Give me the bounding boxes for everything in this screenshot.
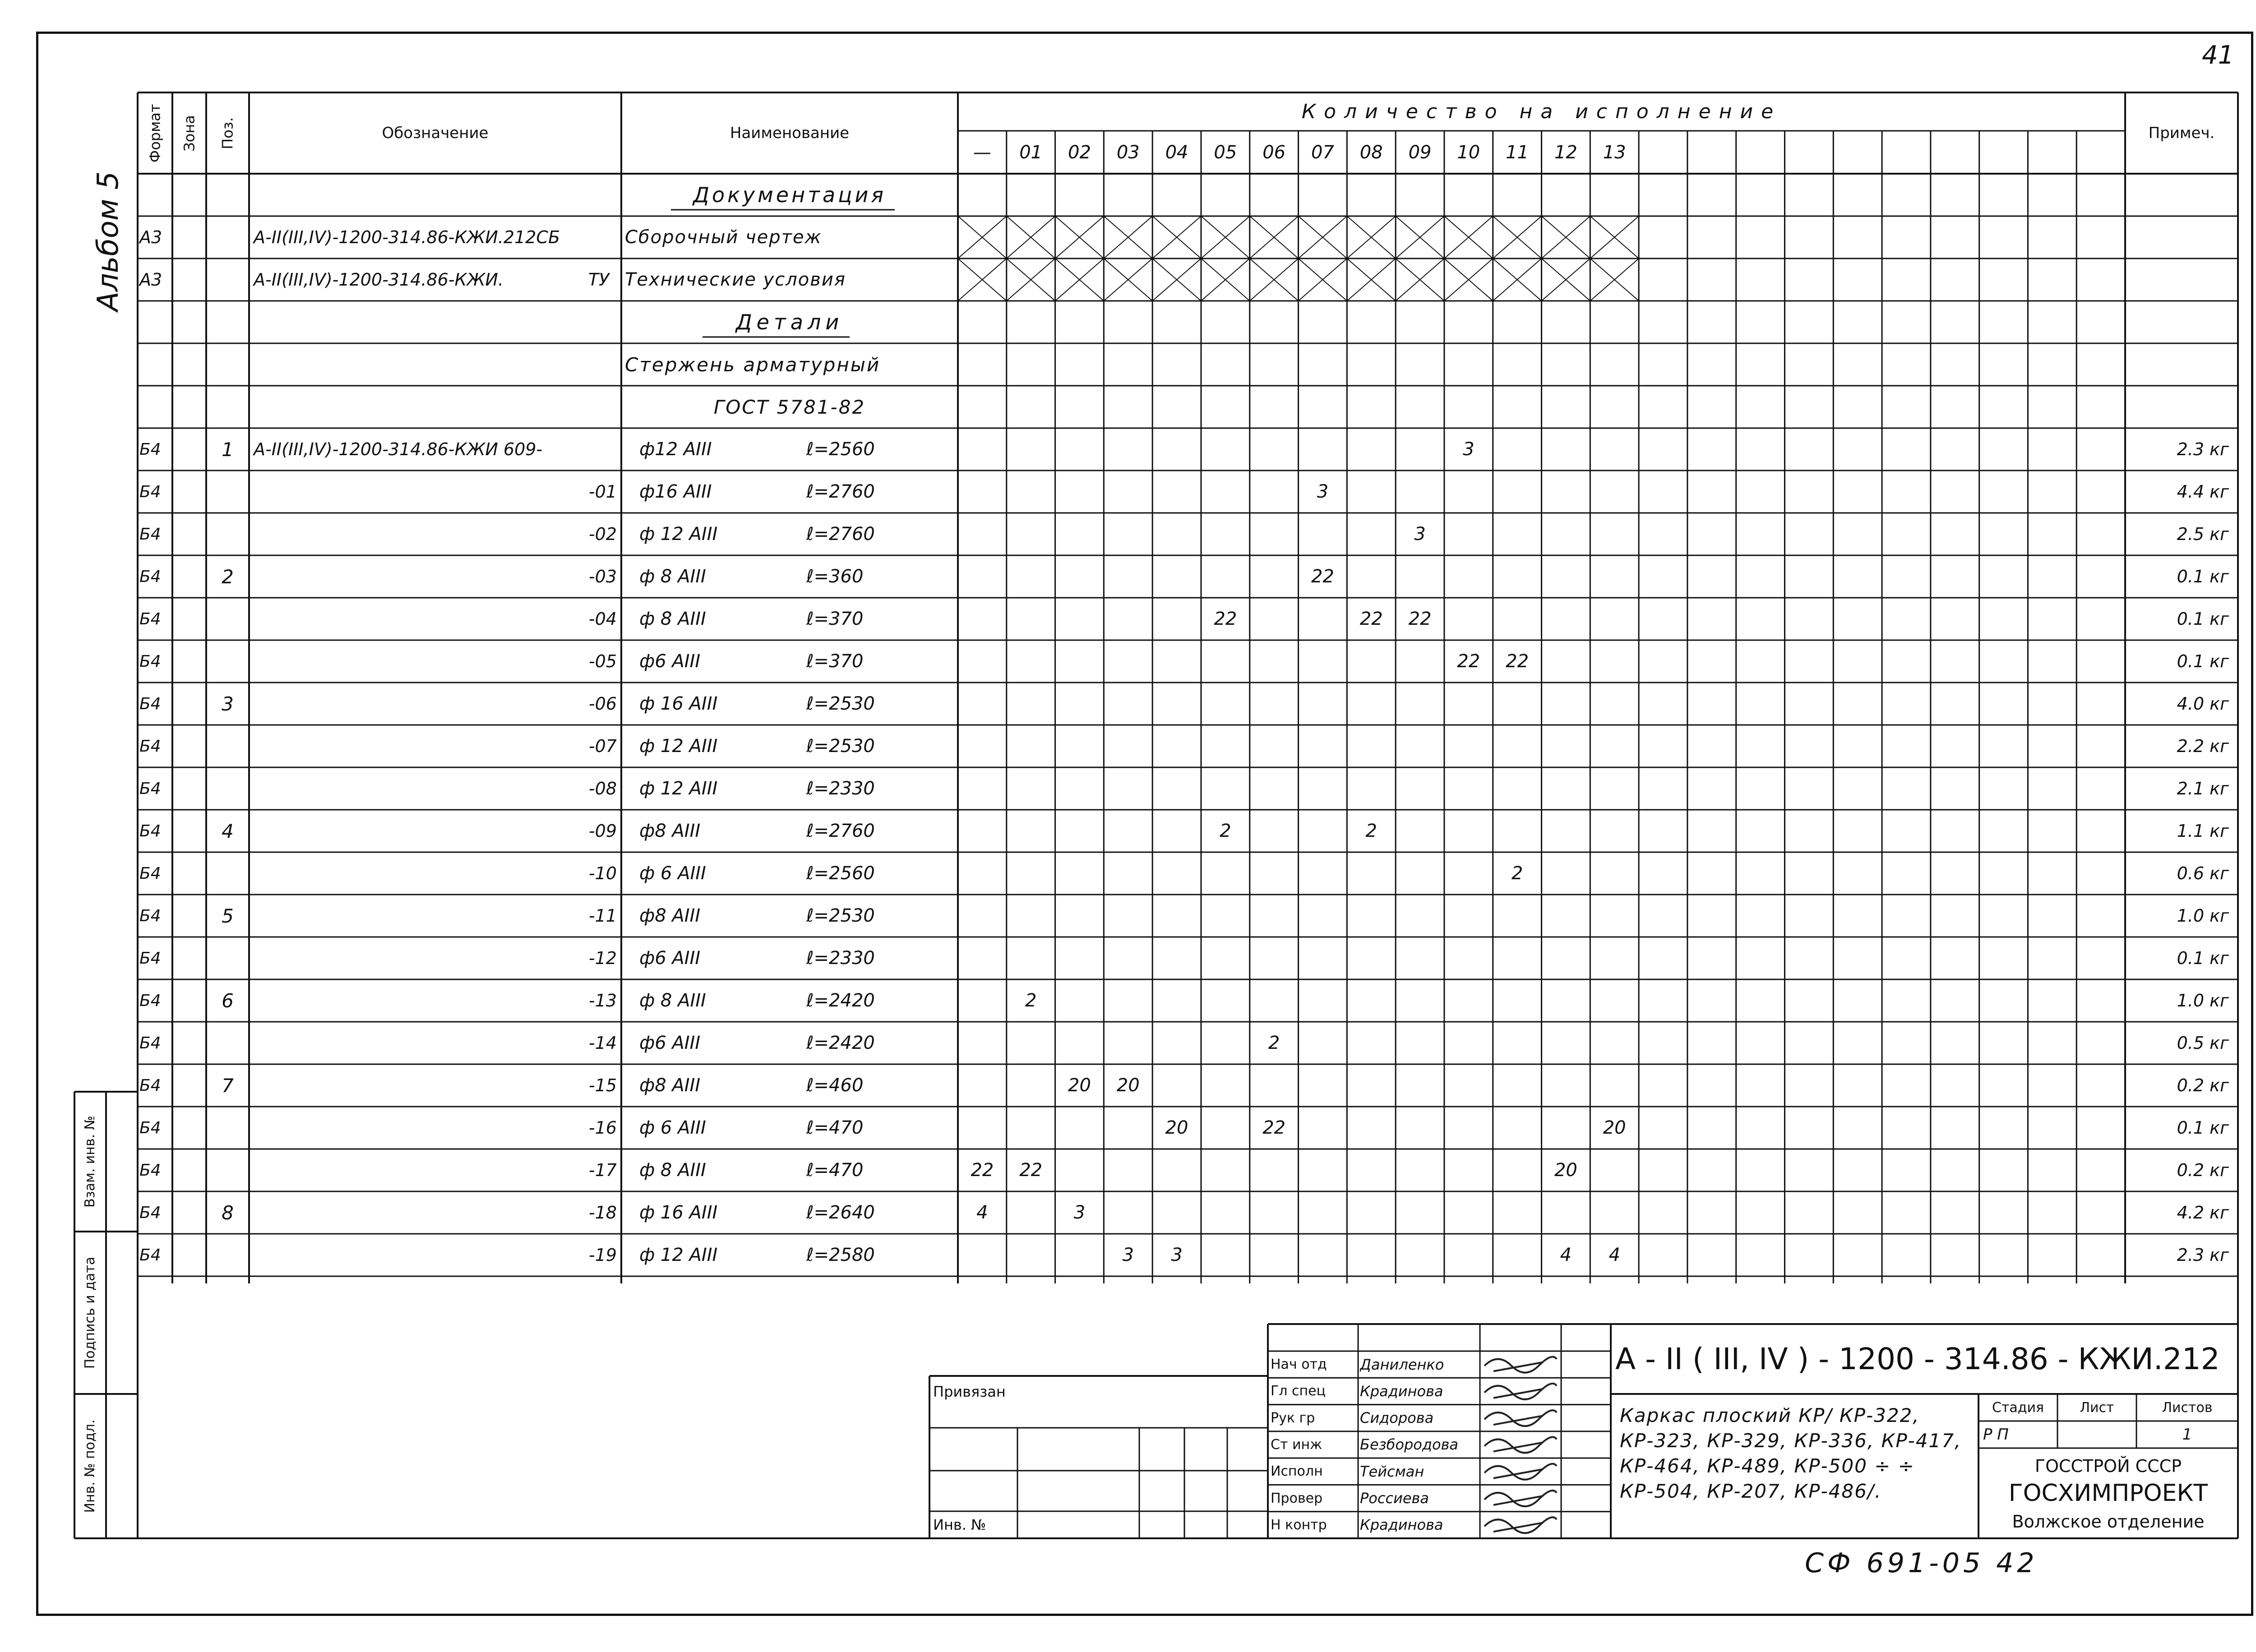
quantity-value: 20 [1116,1075,1140,1096]
variant-header-05: 05 [1214,142,1237,163]
part-diameter: ф6 АIII [639,948,701,969]
header-designation: Обозначение [382,124,489,142]
quantity-value: 3 [1073,1202,1086,1223]
role-label: Исполн [1271,1463,1323,1480]
part-note: 4.0 кг [2177,694,2229,714]
variant-header-12: 12 [1554,142,1577,163]
quantity-value: 20 [1068,1075,1091,1096]
part-format: Б4 [139,864,161,883]
part-designation: -14 [588,1033,617,1053]
part-position [206,471,249,513]
part-length: ℓ=2560 [806,439,875,460]
part-format: Б4 [139,1034,161,1052]
quantity-value: 4 [976,1202,988,1223]
part-note: 1.0 кг [2177,991,2229,1011]
part-diameter: ф6 АIII [639,1033,701,1053]
part-length: ℓ=470 [806,1117,864,1138]
quantity-value: 22 [1408,609,1432,629]
inv-number-label: Инв. № [933,1516,986,1533]
quantity-value: 3 [1463,439,1475,460]
role-label: Провер [1271,1490,1323,1506]
part-position [206,513,249,555]
quantity-value: 20 [1554,1160,1577,1181]
part-format: Б4 [139,1118,161,1137]
part-designation: -05 [588,651,617,671]
part-length: ℓ=2420 [806,990,875,1011]
part-format: Б4 [139,821,161,840]
variant-header-07: 07 [1311,142,1334,163]
quantity-value: 20 [1165,1117,1188,1138]
page-number: 41 [2202,41,2234,70]
variant-header-03: 03 [1116,142,1140,163]
doc-designation: А-II(III,IV)-1200-314.86-КЖИ.212СБ [254,227,560,247]
part-position: 3 [222,692,234,715]
role-person-name: Россиева [1360,1490,1429,1507]
part-note: 2.2 кг [2177,736,2229,756]
part-diameter: ф 8 АIII [639,990,706,1011]
part-format: Б4 [139,652,161,671]
part-format: Б4 [139,440,161,459]
part-designation: -10 [588,863,617,883]
part-designation: -08 [588,779,617,798]
org-name-1: ГОССТРОЙ СССР [2034,1456,2182,1476]
doc-format: А3 [139,227,162,247]
signature-mark [1484,1464,1557,1480]
part-length: ℓ=2580 [806,1245,875,1265]
drawing-description: Каркас плоский КР/ КР-322, КР-323, КР-329, КР-336, КР-417, КР-464, КР-489, КР-500 ÷ ÷ КР-504, КР-207, КР-486/. [1620,1404,1962,1502]
part-note: 1.1 кг [2177,821,2229,841]
part-diameter: ф8 АIII [639,1075,701,1096]
quantity-value: 4 [1609,1245,1620,1265]
part-position: 2 [222,565,234,588]
part-length: ℓ=470 [806,1160,864,1181]
quantity-value: 4 [1560,1245,1572,1265]
part-format: Б4 [139,1203,161,1222]
part-diameter: ф8 АIII [639,821,701,841]
part-length: ℓ=2330 [806,778,875,799]
part-note: 2.3 кг [2177,1245,2229,1265]
part-note: 0.2 кг [2177,1160,2229,1180]
part-note: 1.0 кг [2177,906,2229,926]
side-label-signature-date: Подпись и дата [82,1256,98,1369]
role-person-name: Крадинова [1360,1382,1443,1400]
doc-designation-suffix: ТУ [588,270,610,290]
stage-value: Р П [1983,1426,2009,1444]
part-designation: -11 [588,906,617,926]
part-note: 0.1 кг [2177,567,2229,586]
part-position [206,640,249,683]
part-note: 2.1 кг [2177,779,2229,798]
side-label-replace-inv: Взам. инв. № [82,1116,98,1208]
quantity-value: 3 [1171,1245,1183,1265]
part-diameter: ф 12 АIII [639,1245,718,1265]
org-name-3: Волжское отделение [2012,1511,2205,1532]
part-note: 2.3 кг [2177,439,2229,459]
part-position: 5 [222,904,234,927]
part-format: Б4 [139,991,161,1010]
rod-gost: ГОСТ 5781-82 [713,396,866,418]
part-position: 8 [222,1201,234,1224]
part-designation: -06 [588,694,617,714]
doc-name: Технические условия [625,269,846,290]
role-person-name: Сидорова [1360,1409,1434,1427]
quantity-value: 22 [1359,609,1383,629]
signature-mark [1484,1357,1557,1373]
sheets-label: Листов [2162,1399,2213,1416]
part-diameter: ф8 АIII [639,905,701,926]
role-person-name: Тейсман [1360,1463,1424,1480]
variant-header-13: 13 [1603,142,1626,163]
quantity-value: 3 [1317,481,1329,502]
part-position [206,767,249,810]
variant-header-08: 08 [1359,142,1383,163]
role-label: Гл спец [1271,1383,1326,1399]
part-designation: -03 [588,567,617,586]
header-format: Формат [146,104,164,162]
part-designation: -02 [588,524,617,544]
quantity-value: 22 [1019,1160,1043,1181]
part-position [206,1107,249,1149]
quantity-value: 2 [1365,821,1377,841]
role-person-name: Крадинова [1360,1516,1443,1534]
part-note: 4.4 кг [2177,482,2229,502]
part-note: 0.2 кг [2177,1075,2229,1095]
part-position [206,1149,249,1191]
quantity-value: 22 [1262,1117,1286,1138]
part-note: 0.5 кг [2177,1033,2229,1053]
part-position [206,852,249,895]
part-diameter: ф 12 АIII [639,736,718,757]
part-position [206,1234,249,1276]
signature-mark [1484,1384,1557,1399]
org-name-2: ГОСХИМПРОЕКТ [2008,1480,2208,1507]
part-position [206,1022,249,1064]
part-diameter: ф 16 АIII [639,693,718,714]
part-note: 0.1 кг [2177,609,2229,629]
part-position [206,598,249,640]
part-diameter: ф 6 АIII [639,863,706,884]
privyazan-label: Привязан [933,1383,1006,1400]
part-note: 0.1 кг [2177,1118,2229,1138]
part-designation: -18 [588,1203,617,1223]
variant-header-06: 06 [1262,142,1286,163]
quantity-value: 22 [971,1160,994,1181]
part-position [206,725,249,767]
part-diameter: ф 16 АIII [639,1202,718,1223]
part-length: ℓ=2760 [806,821,875,841]
role-label: Н контр [1271,1517,1327,1533]
quantity-value: 2 [1268,1033,1280,1053]
part-diameter: ф 6 АIII [639,1117,706,1138]
stage-label: Стадия [1992,1399,2044,1416]
part-diameter: ф 8 АIII [639,609,706,629]
part-length: ℓ=370 [806,651,864,672]
part-note: 0.6 кг [2177,863,2229,883]
variant-header-09: 09 [1408,142,1432,163]
part-note: 0.1 кг [2177,651,2229,671]
part-diameter: ф 12 АIII [639,524,718,545]
role-label: Нач отд [1271,1357,1327,1373]
drawing-code: А - II ( III, IV ) - 1200 - 314.86 - КЖИ.212 [1615,1342,2220,1376]
part-position [206,937,249,979]
section-documentation: Документация [693,183,887,207]
part-format: Б4 [139,779,161,798]
part-diameter: ф 8 АIII [639,566,706,587]
doc-designation: А-II(III,IV)-1200-314.86-КЖИ. [254,270,504,290]
quantity-value: 20 [1603,1117,1626,1138]
quantity-value: 22 [1311,566,1334,587]
sheets-value: 1 [2182,1426,2192,1444]
part-length: ℓ=370 [806,609,864,629]
doc-name: Сборочный чертеж [625,227,822,248]
variant-header-11: 11 [1506,142,1529,163]
sheet-label: Лист [2080,1399,2114,1416]
part-format: Б4 [139,482,161,501]
part-designation: -01 [588,482,617,502]
part-format: Б4 [139,737,161,756]
part-length: ℓ=2530 [806,693,875,714]
part-length: ℓ=2330 [806,948,875,969]
part-length: ℓ=2420 [806,1033,875,1053]
rod-title: Стержень арматурный [625,353,881,376]
side-label-original-inv: Инв. № подл. [82,1419,98,1513]
part-format: Б4 [139,949,161,968]
part-length: ℓ=2760 [806,524,875,545]
doc-format: А3 [139,270,162,290]
variant-header-01: 01 [1019,142,1043,163]
part-designation: -15 [588,1075,617,1095]
signature-mark [1484,1437,1557,1453]
role-label: Ст инж [1271,1436,1322,1453]
part-format: Б4 [139,567,161,586]
quantity-value: 2 [1511,863,1523,884]
part-format: Б4 [139,1076,161,1095]
part-position: 6 [222,989,234,1012]
section-details: Детали [735,310,844,334]
part-designation: -17 [588,1160,617,1180]
quantity-value: 2 [1025,990,1037,1011]
signature-mark [1484,1490,1557,1506]
part-format: Б4 [139,525,161,544]
header-pos: Поз. [219,117,236,149]
header-name: Наименование [730,124,850,142]
quantity-value: 2 [1220,821,1231,841]
header-zone: Зона [180,115,198,152]
part-position: 4 [222,820,234,842]
role-person-name: Безбородова [1360,1436,1459,1454]
quantity-value: 3 [1414,524,1426,545]
variant-header-02: 02 [1068,142,1091,163]
part-designation: А-II(III,IV)-1200-314.86-КЖИ 609- [254,439,543,459]
quantity-value: 22 [1457,651,1480,672]
part-format: Б4 [139,906,161,925]
part-length: ℓ=460 [806,1075,864,1096]
part-designation: -19 [588,1245,617,1265]
part-designation: -07 [588,736,617,756]
header-quantity-title: Количество на исполнение [1301,100,1782,123]
part-note: 4.2 кг [2177,1203,2229,1223]
part-length: ℓ=2640 [806,1202,875,1223]
part-format: Б4 [139,1246,161,1264]
part-length: ℓ=2760 [806,481,875,502]
album-label: Альбом 5 [92,171,125,311]
role-person-name: Даниленко [1360,1356,1444,1373]
part-designation: -09 [588,821,617,841]
variant-header-04: 04 [1165,142,1188,163]
quantity-value: 3 [1122,1245,1134,1265]
part-diameter: ф16 АIII [639,481,712,502]
part-format: Б4 [139,1161,161,1180]
part-length: ℓ=2530 [806,905,875,926]
part-diameter: ф 8 АIII [639,1160,706,1181]
signature-mark [1484,1517,1557,1533]
part-designation: -12 [588,948,617,968]
part-designation: -13 [588,991,617,1011]
variant-header-base: — [973,142,991,163]
header-note: Примеч. [2148,124,2215,142]
signature-mark [1484,1410,1557,1426]
part-diameter: ф6 АIII [639,651,701,672]
quantity-value: 22 [1214,609,1237,629]
part-position: 7 [222,1074,234,1097]
part-note: 0.1 кг [2177,948,2229,968]
part-note: 2.5 кг [2177,524,2229,544]
part-length: ℓ=2560 [806,863,875,884]
part-length: ℓ=360 [806,566,864,587]
bottom-stamp: СФ 691-05 42 [1805,1547,2038,1579]
part-designation: -16 [588,1118,617,1138]
variant-header-10: 10 [1457,142,1480,163]
part-diameter: ф12 АIII [639,439,712,460]
part-length: ℓ=2530 [806,736,875,757]
role-label: Рук гр [1271,1410,1315,1426]
part-designation: -04 [588,609,617,629]
part-position: 1 [222,438,234,461]
quantity-value: 22 [1506,651,1529,672]
part-format: Б4 [139,609,161,628]
part-format: Б4 [139,694,161,713]
part-diameter: ф 12 АIII [639,778,718,799]
